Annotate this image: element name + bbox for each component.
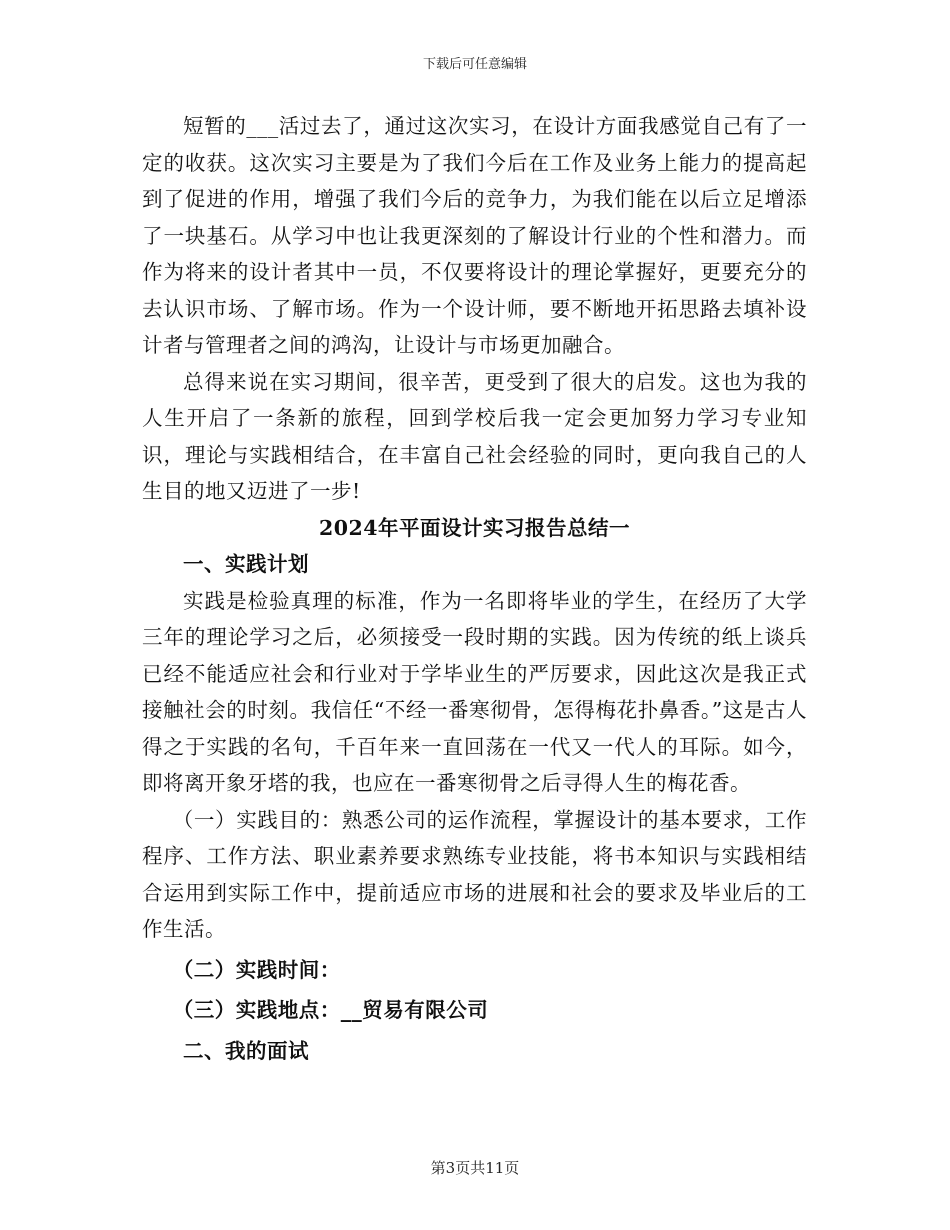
report-title: 2024年平面设计实习报告总结一 (318, 515, 631, 540)
paragraph-internship-summary: 短暂的___活过去了，通过这次实习，在设计方面我感觉自己有了一定的收获。这次实习主要是为了我们今后在工作及业务上能力的提高起到了促进的作用，增强了我们今后的竞争力，为我们能在以后立足增添了一块基石。从学习中也让我更深刻的了解设计行业的个性和潜力。而作为将来的设计者其中一员，不仅要将设计的理论掌握好，更要充分的去认识市场、了解市场。作为一个设计师，要不断地开拓思路去填补设计者与管理者之间的鸿沟，让设计与市场更加融合。 (142, 114, 807, 357)
practice-time-item: （二）实践时间： (172, 957, 341, 982)
page-header: 下载后可任意编辑 (422, 57, 527, 72)
paragraph-practice-intro: 实践是检验真理的标准，作为一名即将毕业的学生，在经历了大学三年的理论学习之后，必须接受一段时期的实践。因为传统的纸上谈兵已经不能适应社会和行业对于学毕业生的严厉要求，因此这次是我正式接触社会的时刻。我信任“不经一番寒彻骨，怎得梅花扑鼻香。”这是古人得之于实践的名句，千百年来一直回荡在一代又一代人的耳际。如今，即将离开象牙塔的我，也应在一番寒彻骨之后寻得人生的梅花香。 (142, 588, 807, 795)
section-heading-practice-plan: 一、实践计划 (183, 552, 309, 576)
practice-location-item: （三）实践地点：__贸易有限公司 (172, 998, 489, 1022)
document-body (142, 108, 807, 1069)
page-footer: 第3页共11页 (430, 1159, 520, 1177)
paragraph-overall-reflection: 总得来说在实习期间，很辛苦，更受到了很大的启发。这也为我的人生开启了一条新的旅程，回到学校后我一定会更加努力学习专业知识，理论与实践相结合，在丰富自己社会经验的同时，更向我自己的人生目的地又迈进了一步! (142, 369, 807, 503)
paragraph-practice-purpose: （一）实践目的：熟悉公司的运作流程，掌握设计的基本要求，工作程序、工作方法、职业素养要求熟练专业技能，将书本知识与实践相结合运用到实际工作中，提前适应市场的进展和社会的要求及毕业后的工作生活。 (142, 807, 807, 941)
section-heading-interview: 二、我的面试 (183, 1038, 309, 1063)
